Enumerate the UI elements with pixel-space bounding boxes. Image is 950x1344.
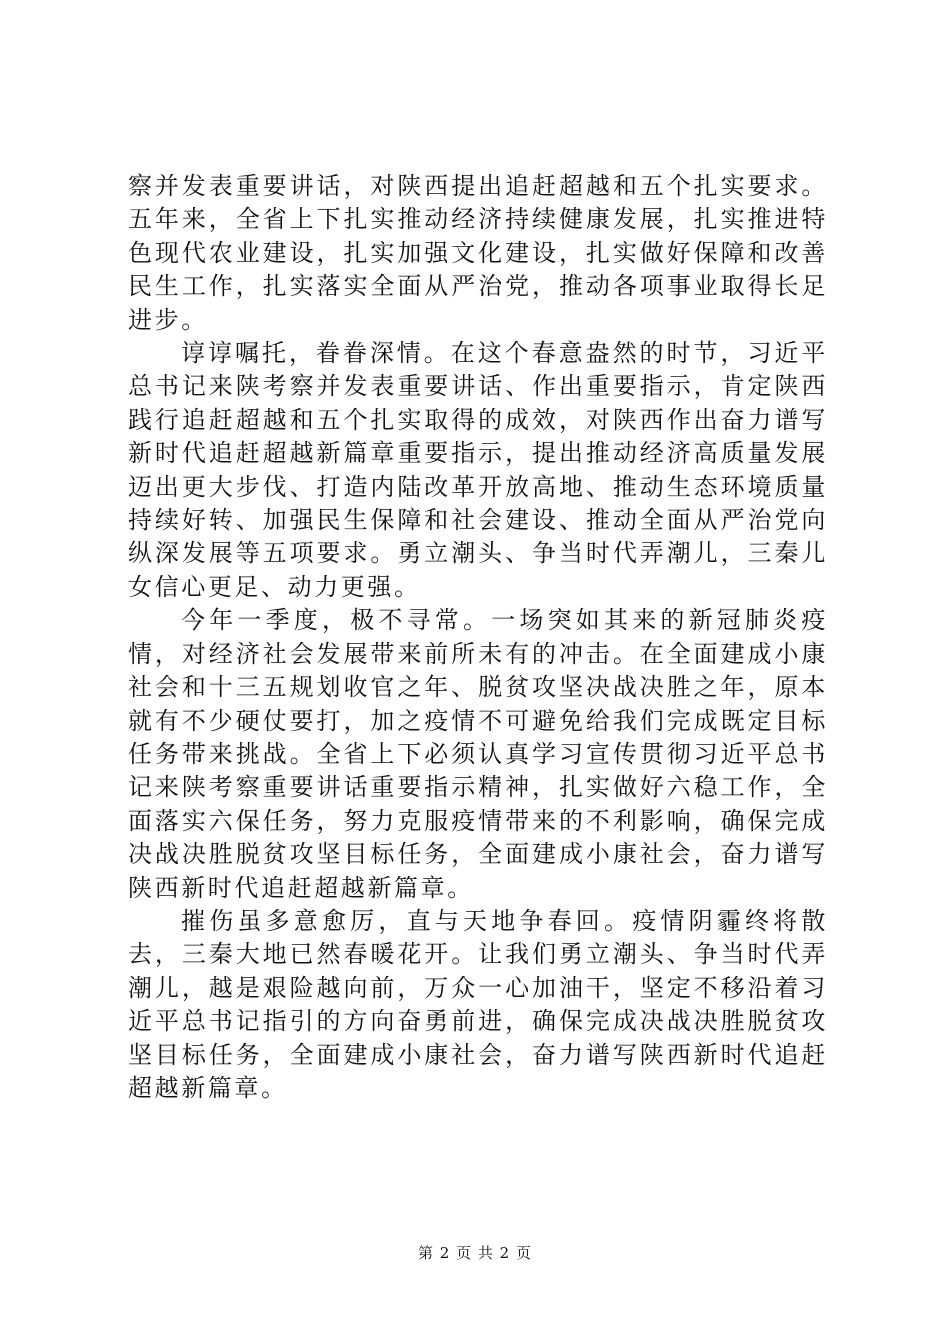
paragraph-4: 摧伤虽多意愈厉，直与天地争春回。疫情阴霾终将散去，三秦大地已然春暖花开。让我们勇立潮头、争当时代弄潮儿，越是艰险越向前，万众一心加油干，坚定不移沿着习近平总书记指引的方向奋勇前进，确保完成决战决胜脱贫攻坚目标任务，全面建成小康社会，奋力谱写陕西新时代追赶超越新篇章。 [128, 906, 828, 1102]
page-number-footer: 第 2 页 共 2 页 [418, 1244, 532, 1262]
paragraph-2: 谆谆嘱托，眷眷深情。在这个春意盎然的时节，习近平总书记来陕考察并发表重要讲话、作出重要指示，肯定陕西践行追赶超越和五个扎实取得的成效，对陕西作出奋力谱写新时代追赶超越新篇章重要指示，提出推动经济高质量发展迈出更大步伐、打造内陆改革开放高地、推动生态环境质量持续好转、加强民生保障和社会建设、推动全面从严治党向纵深发展等五项要求。勇立潮头、争当时代弄潮儿，三秦儿女信心更足、动力更强。 [128, 339, 828, 601]
paragraph-3: 今年一季度，极不寻常。一场突如其来的新冠肺炎疫情，对经济社会发展带来前所未有的冲击。在全面建成小康社会和十三五规划收官之年、脱贫攻坚决战决胜之年，原本就有不少硬仗要打，加之疫情不可避免给我们完成既定目标任务带来挑战。全省上下必须认真学习宣传贯彻习近平总书记来陕考察重要讲话重要指示精神，扎实做好六稳工作，全面落实六保任务，努力克服疫情带来的不利影响，确保完成决战决胜脱贫攻坚目标任务，全面建成小康社会，奋力谱写陕西新时代追赶超越新篇章。 [128, 606, 828, 902]
paragraph-1: 察并发表重要讲话，对陕西提出追赶超越和五个扎实要求。五年来，全省上下扎实推动经济持续健康发展，扎实推进特色现代农业建设，扎实加强文化建设，扎实做好保障和改善民生工作，扎实落实全面从严治党，推动各项事业取得长足进步。 [128, 172, 828, 334]
document-body [128, 170, 828, 1105]
